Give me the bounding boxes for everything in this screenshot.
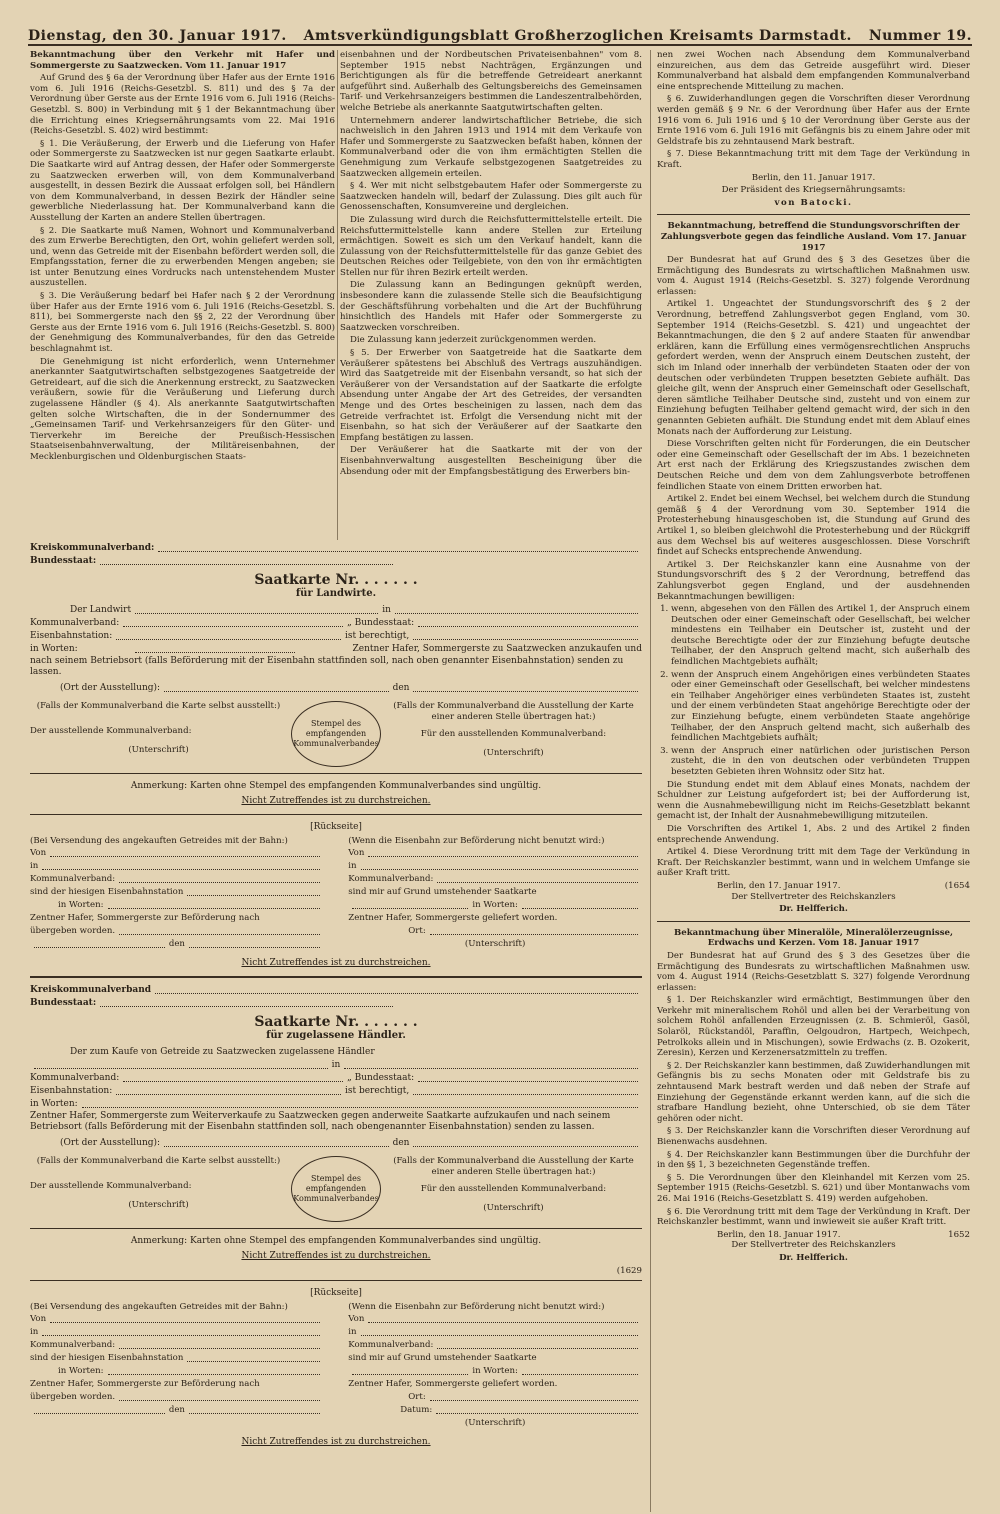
form-text: Zentner Hafer, Sommergerste zum Weiterverkaufe zu Saatzwecken gegen anderweite Saatkarte aufzukaufen und nach seinem Betriebsort (falls Beförderung mit der Eisenbahn stattfinden soll, nach obengenannter Eisenbahnstation) senden zu lassen. — [30, 1111, 611, 1132]
form-label: in — [30, 1327, 39, 1337]
form-label: in — [30, 861, 39, 871]
form-note: Anmerkung: Karten ohne Stempel des empfangenden Kommunalverbandes sind ungültig. — [130, 781, 542, 791]
fill-line — [437, 873, 638, 883]
form-label: in — [382, 605, 391, 615]
reference-number: (1654 — [944, 880, 970, 891]
fill-line — [189, 1404, 320, 1414]
form-label: den — [168, 1405, 185, 1415]
form-note: Nicht Zutreffendes ist zu durchstreichen. — [241, 1437, 431, 1447]
form-label: Von — [348, 848, 365, 858]
note: (Bei Versendung des angekauften Getreides mit der Bahn:) — [30, 836, 288, 846]
fill-line — [189, 938, 320, 948]
article-title: Bekanntmachung über den Verkehr mit Hafer und Sommergerste zu Saatzwecken. Vom 11. Januar 1917 — [30, 50, 335, 71]
form-row — [348, 1378, 642, 1391]
form-label: Von — [348, 1314, 365, 1324]
paragraph: § 7. Diese Bekanntmachung tritt mit dem Tage der Verkündung in Kraft. — [657, 149, 970, 170]
fill-line — [395, 604, 638, 614]
fill-line — [116, 630, 341, 640]
fill-line — [135, 643, 295, 653]
list-item: 3. wenn der Anspruch einer natürlichen oder juristischen Person zusteht, die in den von deutschen oder verbündeten Truppen besetzten Gebieten ihren Wohnsitz oder Sitz hat. — [671, 746, 970, 778]
form-label: Kommunalverband: — [30, 1073, 120, 1083]
note: (Wenn die Eisenbahn zur Beförderung nicht benutzt wird:) — [348, 836, 605, 846]
form-row — [30, 617, 642, 630]
signature-title: Der Stellvertreter des Reichskanzlers — [731, 891, 896, 902]
paragraph: § 5. Die Verordnungen über den Kleinhandel mit Kerzen vom 25. September 1915 (Reichs-Gesetzbl. S. 621) und über Montanwachs vom 26. Mai 1916 (Reichs-Gesetzblatt S. 419) werden aufgehoben. — [657, 1172, 970, 1204]
divider — [30, 1280, 642, 1281]
form-label: in Worten: — [30, 1099, 78, 1109]
back-heading: [Rückseite] — [310, 822, 362, 832]
form-label: „ Bundesstaat: — [347, 618, 415, 628]
form-label: Der Landwirt — [70, 605, 132, 615]
note: (Falls der Kommunalverband die Karte selbst ausstellt:) — [36, 701, 281, 711]
paragraph: Die Zulassung kann jederzeit zurückgenommen werden. — [350, 335, 597, 346]
paragraph: Der Bundesrat hat auf Grund des § 3 des Gesetzes über die Ermächtigung des Bundesrats zu wirtschaftlichen Maßnahmen usw. vom 4. August 1914 (Reichs-Gesetzblatt S. 327) folgende Verordnung erlassen: — [657, 950, 970, 993]
fill-line — [119, 1339, 320, 1349]
fill-line — [116, 1085, 341, 1095]
form-row — [348, 925, 642, 938]
fill-line — [413, 682, 638, 692]
fill-line — [119, 925, 320, 935]
form-label: in Worten: — [58, 1366, 104, 1376]
form-label: in Worten: — [472, 1366, 518, 1376]
column-divider — [337, 50, 338, 540]
label: Für den ausstellenden Kommunalverband: — [420, 729, 607, 739]
fill-line — [368, 1313, 638, 1323]
note: (Bei Versendung des angekauften Getreides mit der Bahn:) — [30, 1302, 288, 1312]
form-row — [30, 1352, 324, 1365]
signature-name: von Batocki. — [774, 197, 853, 208]
form-row — [30, 682, 642, 695]
form-label: Ort: — [408, 1392, 426, 1402]
form-label: Zentner Hafer, Sommergerste zur Beförderung nach — [30, 913, 260, 923]
fill-line — [352, 1365, 468, 1375]
form-row — [30, 1313, 324, 1326]
form-label: Zentner Hafer, Sommergerste geliefert worden. — [348, 1379, 558, 1389]
fill-line — [430, 1391, 638, 1401]
form-subtitle: für zugelassene Händler. — [266, 1030, 406, 1041]
fill-line — [119, 873, 320, 883]
form-label: ist berechtigt, — [345, 1086, 410, 1096]
dateline-row — [657, 881, 970, 892]
form-label: Zentner Hafer, Sommergerste geliefert worden. — [348, 913, 558, 923]
form-label: Kommunalverband: — [30, 618, 120, 628]
fill-line — [123, 1072, 343, 1082]
sign-label: (Unterschrift) — [464, 939, 526, 949]
form-row — [348, 860, 642, 873]
paragraph: Die Vorschriften des Artikel 1, Abs. 2 und des Artikel 2 finden entsprechende Anwendung. — [657, 823, 970, 845]
form-row — [348, 1352, 642, 1365]
form-label: Kommunalverband: — [30, 874, 116, 884]
paragraph: Artikel 1. Ungeachtet der Stundungsvorschrift des § 2 der Verordnung, betreffend Zahlungsverbot gegen England, vom 30. September 1914 (Reichs-Gesetzbl. S. 421) und ungeachtet der Bekanntmachungen, die den § 2 auf andere Staaten für anwendbar erklären, kann die Erfüllung eines vermögensrechtlichen Anspruchs gefordert werden, wenn der Anspruch einem Deutschen zusteht, der sich im Inland oder innerhalb der verbündeten Staaten oder der von deutschen oder verbündeten Truppen besetzten Gebiete aufhält. Das gleiche gilt, wenn der Anspruch einer Gemeinschaft oder Gesellschaft, deren sämtliche Teilhaber Deutsche sind, zusteht und von einem zur Einziehung befugten Teilhaber geltend gemacht wird, der sich in den genannten Gebieten aufhält. Die Stundung endet mit dem Ablauf eines Monats nach der Aufforderung zur Leistung. — [657, 299, 970, 437]
form-row — [348, 886, 642, 899]
right-signature — [385, 1156, 642, 1222]
column-3 — [650, 50, 970, 1512]
form-label: sind der hiesigen Eisenbahnstation — [30, 1353, 184, 1363]
divider — [30, 814, 642, 815]
form-row — [348, 873, 642, 886]
form-row — [30, 1059, 642, 1072]
signature-title: Der Präsident des Kriegsernährungsamts: — [721, 185, 906, 196]
fill-line — [50, 1313, 320, 1323]
form-row — [30, 1378, 324, 1391]
form-label: Kommunalverband: — [348, 874, 434, 884]
back-right — [348, 1302, 642, 1430]
left-signature — [30, 701, 287, 767]
note: (Falls der Kommunalverband die Karte selbst ausstellt:) — [36, 1156, 281, 1166]
fill-line — [42, 860, 319, 870]
form-row — [30, 1072, 642, 1085]
paragraph: Diese Vorschriften gelten nicht für Forderungen, die ein Deutscher oder eine Gemeinschaft oder Gesellschaft der im Abs. 1 bezeichneten Art erst nach der Erklärung des Kriegszustandes zwischen dem Deutschen Reiche und dem von dem Zahlungsverbote betroffenen feindlichen Staate von einem Dritten erworben hat. — [657, 439, 970, 492]
fill-line — [100, 555, 393, 565]
form-row — [30, 555, 397, 568]
form-title: Saatkarte Nr. . . . . . . — [254, 572, 418, 588]
sign-label: (Unterschrift) — [464, 1418, 526, 1428]
back-heading: [Rückseite] — [310, 1288, 362, 1298]
form-label: Ort: — [408, 926, 426, 936]
paragraph: § 2. Die Saatkarte muß Namen, Wohnort und Kommunalverband des zum Erwerbe Berechtigten, den Ort, wohin geliefert werden soll, und, wenn das Getreide mit der Eisenbahn befördert werden soll, die Empfangsstation, ferner die zu erwerbenden Mengen angeben; sie ist unter Benutzung eines Vordrucks nach untenstehendem Muster auszustellen. — [30, 225, 335, 289]
fill-line — [164, 682, 389, 692]
form-label: den — [168, 939, 185, 949]
fill-line — [82, 1098, 638, 1108]
saatkarte-landwirte — [30, 542, 642, 970]
form-row — [30, 1339, 324, 1352]
form-note: Anmerkung: Karten ohne Stempel des empfangenden Kommunalverbandes sind ungültig. — [130, 1236, 542, 1246]
form-row — [30, 1391, 324, 1404]
form-row — [30, 1085, 642, 1098]
form-row — [348, 1339, 642, 1352]
masthead-number: Nummer 19. — [868, 28, 972, 44]
form-row — [30, 1098, 642, 1111]
article-title: Bekanntmachung über Mineralöle, Mineralölerzeugnisse, Erdwachs und Kerzen. Vom 18. Januar 1917 — [673, 927, 953, 949]
paragraph: § 6. Die Verordnung tritt mit dem Tage der Verkündung in Kraft. Der Reichskanzler bestimmt, wann und inwieweit sie außer Kraft tritt. — [657, 1206, 970, 1228]
note: (Wenn die Eisenbahn zur Beförderung nicht benutzt wird:) — [348, 1302, 605, 1312]
stamp: Stempel des empfangenden Kommunalverbandes — [291, 1156, 381, 1222]
fill-line — [413, 1085, 638, 1095]
masthead-title: Amtsverkündigungsblatt Großherzoglichen Kreisamts Darmstadt. — [303, 28, 852, 44]
form-text: nach seinem Betriebsort (falls Beförderung mit der Eisenbahn stattfinden soll, nach oben genannter Eisenbahnstation) senden zu lassen. — [30, 656, 624, 677]
paragraph: Der Veräußerer hat die Saatkarte mit der von der Eisenbahnverwaltung ausgestellten Bescheinigung über die Absendung oder mit der Empfangsbestätigung des Erwerbers bin- — [340, 445, 642, 477]
form-row — [30, 847, 324, 860]
form-label: Eisenbahnstation: — [30, 631, 113, 641]
fill-line — [135, 604, 378, 614]
form-note: Nicht Zutreffendes ist zu durchstreichen. — [241, 796, 431, 806]
form-row — [348, 899, 642, 912]
form-label: (Ort der Ausstellung): — [60, 1138, 161, 1148]
fill-line — [361, 860, 638, 870]
paragraph: Die Zulassung wird durch die Reichsfuttermittelstelle erteilt. Die Reichsfuttermittelstelle kann andere Stellen zur Erteilung ermächtigen. Soweit es sich um den Verkauf handelt, kann die Zulassung von der Reichsfuttermittelstelle für das ganze Gebiet des Deutschen Reiches oder Teilgebiete, von den von ihr ermächtigten Stellen nur für ihren Bezirk erteilt werden. — [340, 214, 642, 278]
form-row — [348, 847, 642, 860]
paragraph: Auf Grund des § 6a der Verordnung über Hafer aus der Ernte 1916 vom 6. Juli 1916 (Reichs-Gesetzbl. S. 811) und des § 7a der Verordnung über Gerste aus der Ernte 1916 vom 6. Juli 1916 (Reichs-Gesetzbl. S. 800) in Verbindung mit § 1 der Bekanntmachung über die Errichtung eines Kriegsernährungsamts vom 22. Mai 1916 (Reichs-Gesetzbl. S. 402) wird bestimmt: — [30, 73, 335, 137]
form-label: Kommunalverband: — [30, 1340, 116, 1350]
masthead — [28, 18, 972, 46]
form-row — [30, 1326, 324, 1339]
masthead-date: Dienstag, den 30. Januar 1917. — [28, 28, 287, 44]
paragraph: § 5. Der Erwerber von Saatgetreide hat die Saatkarte dem Veräußerer spätestens bei Abschluß des Vertrags auszuhändigen. Wird das Saatgetreide mit der Eisenbahn versandt, so hat sich der Veräußerer von der Versandstation auf der Saatkarte die erfolgte Absendung unter Angabe der Art des Getreides, der versandten Menge und des Ortes bescheinigen zu lassen, nach dem das Getreide verfrachtet ist. Erfolgt die Versendung nicht mit der Eisenbahn, so hat sich der Veräußerer auf der Saatkarte den Empfang bestätigen zu lassen. — [340, 348, 642, 443]
divider — [30, 976, 642, 978]
form-label: „ Bundesstaat: — [347, 1073, 415, 1083]
paragraph: Unternehmern anderer landwirtschaftlicher Betriebe, die sich nachweislich in den Jahren 1913 und 1914 mit dem Verkaufe von Hafer und Sommergerste zu Saatzwecken befaßt haben, können der Kommunalverband oder die von ihm ermächtigten Stellen die Genehmigung zum Verkaufe selbstgezogenen Saatgetreides zu Saatzwecken allgemein erteilen. — [340, 115, 642, 179]
form-label: sind mir auf Grund umstehender Saatkarte — [348, 1353, 537, 1363]
sign-label: (Unterschrift) — [128, 745, 189, 755]
fill-line — [164, 1137, 389, 1147]
label: Der ausstellende Kommunalverband: — [30, 1181, 192, 1191]
form-row — [348, 1313, 642, 1326]
section-divider — [657, 921, 970, 922]
fill-line — [42, 1326, 319, 1336]
form-label: in — [348, 1327, 357, 1337]
form-row — [30, 542, 642, 555]
form-row — [30, 873, 324, 886]
form-row — [30, 630, 642, 643]
back-side — [30, 1302, 642, 1430]
form-label: übergeben worden. — [30, 1392, 116, 1402]
sign-label: (Unterschrift) — [483, 1203, 544, 1213]
form-row — [30, 860, 324, 873]
paragraph: § 2. Der Reichskanzler kann bestimmen, daß Zuwiderhandlungen mit Gefängnis bis zu sechs Monaten oder mit Geldstrafe bis zu zehntausend Mark bestraft werden und daß neben der Strafe auf Einziehung der Gegenstände erkannt werden kann, auf die sich die strafbare Handlung bezieht, ohne Unterschied, ob sie dem Täter gehören oder nicht. — [657, 1060, 970, 1124]
signature-name: Dr. Helfferich. — [779, 904, 848, 915]
fill-line — [418, 1072, 638, 1082]
fill-line — [430, 925, 638, 935]
signature-name: Dr. Helfferich. — [779, 1252, 848, 1263]
section-divider — [657, 214, 970, 215]
form-row — [348, 1404, 642, 1417]
list-item: 2. wenn der Anspruch einem Angehörigen eines verbündeten Staates oder einer Gemeinschaft oder Gesellschaft, bei welcher mindestens ein Teilhaber Angehöriger eines verbündeten Staates ist, zusteht und der einem verbündeten Staat angehörige Berechtigte oder der zur Einziehung befugte, einem verbündeten Staate angehörige Teilhaber, der den Anspruch geltend macht, sich außerhalb des feindlichen Machtgebiets aufhält; — [671, 670, 970, 744]
form-note: Nicht Zutreffendes ist zu durchstreichen. — [241, 958, 431, 968]
form-row — [30, 899, 324, 912]
fill-line — [34, 1059, 328, 1069]
divider — [30, 773, 642, 774]
form-label: in — [331, 1060, 341, 1070]
column-2 — [340, 50, 642, 540]
label: Für den ausstellenden Kommunalverband: — [420, 1184, 607, 1194]
fill-line — [361, 1326, 638, 1336]
form-label: ist berechtigt, — [345, 631, 410, 641]
form-label: in Worten: — [472, 900, 518, 910]
paragraph: Artikel 2. Endet bei einem Wechsel, bei welchem durch die Stundung gemäß § 4 der Verordnung vom 30. September 1914 die Protesterhebung hinausgeschoben ist, die Stundung auf Grund des Artikel 1, so bleiben gleichwohl die Protesterhebung und der Rückgriff aus dem Wechsel bis auf weiteres ausgeschlossen. Diese Vorschrift findet auf Schecks entsprechende Anwendung. — [657, 494, 970, 558]
form-subtitle: für Landwirte. — [295, 588, 377, 599]
fill-line — [187, 886, 319, 896]
fill-line — [100, 997, 393, 1007]
label: Der ausstellende Kommunalverband: — [30, 726, 192, 736]
back-left — [30, 1302, 324, 1430]
fill-line — [158, 542, 638, 552]
paragraph: § 4. Wer mit nicht selbstgebautem Hafer oder Sommergerste zu Saatzwecken handeln will, bedarf der Zulassung. Dies gilt auch für Genossenschaften, Konsumvereine und dergleichen. — [340, 181, 642, 213]
form-label: den — [392, 1138, 410, 1148]
dateline: Berlin, den 18. Januar 1917. — [717, 1229, 841, 1240]
fill-line — [436, 1404, 638, 1414]
form-row — [30, 997, 397, 1010]
form-label: sind mir auf Grund umstehender Saatkarte — [348, 887, 537, 897]
sign-label: (Unterschrift) — [128, 1200, 189, 1210]
article-title: Bekanntmachung, betreffend die Stundungsvorschriften der Zahlungsverbote gegen das feindliche Ausland. Vom 17. Januar 1917 — [660, 221, 967, 253]
list-item: 1. wenn, abgesehen von den Fällen des Artikel 1, der Anspruch einem Deutschen oder einer Gemeinschaft oder Gesellschaft, bei welcher mindestens ein Teilhaber ein Deutscher ist, zusteht und der deutsche Berechtigte oder der zur Einziehung befugte deutsche Teilhaber, der den Anspruch geltend macht, sich außerhalb des feindlichen Machtgebiets aufhält; — [671, 604, 970, 668]
fill-line — [418, 617, 638, 627]
form-note: Nicht Zutreffendes ist zu durchstreichen. — [241, 1251, 431, 1261]
form-label: Bundesstaat: — [30, 998, 97, 1008]
form-label: Zentner Hafer, Sommergerste zur Beförderung nach — [30, 1379, 260, 1389]
fill-line — [437, 1339, 638, 1349]
dateline: Berlin, den 17. Januar 1917. — [717, 880, 841, 891]
form-row — [30, 886, 324, 899]
back-right — [348, 836, 642, 951]
form-label: Kreiskommunalverband — [30, 985, 152, 995]
paragraph: Artikel 3. Der Reichskanzler kann eine Ausnahme von der Stundungsvorschrift des § 2 der Verordnung, betreffend das Zahlungsverbot gegen England, und der ausdehnenden Bekanntmachungen bewilligen: — [657, 559, 970, 602]
paragraph: § 1. Die Veräußerung, der Erwerb und die Lieferung von Hafer oder Sommergerste zu Saatzwecken ist nur gegen Saatkarte erlaubt. Die Saatkarte wird auf Antrag dessen, der Hafer oder Sommergerste zu Saatzwecken erwerben will, von dem Kommunalverband ausgestellt, in dessen Bezirk die Aussaat erfolgen soll, bei Händlern von dem Kommunalverband, in dessen Bezirk der Händler seine gewerbliche Niederlassung hat. Der Kommunalverband kann die Ausstellung der Karten an andere Stellen übertragen. — [30, 138, 335, 223]
form-label: sind der hiesigen Eisenbahnstation — [30, 887, 184, 897]
fill-line — [368, 847, 638, 857]
fill-line — [34, 938, 165, 948]
saatkarte-haendler — [30, 984, 642, 1449]
left-signature — [30, 1156, 287, 1222]
fill-line — [352, 899, 468, 909]
fill-line — [187, 1352, 319, 1362]
fill-line — [413, 1137, 638, 1147]
form-row — [348, 1326, 642, 1339]
paragraph: Die Genehmigung ist nicht erforderlich, wenn Unternehmer anerkannter Saatgutwirtschaften selbstgezogenes Saatgetreide der Getreideart, auf die sich die Anerkennung erstreckt, zu Saatzwecken veräußern, sowie für die Veräußerung und Lieferung durch zugelassene Händler (§ 4). Als anerkannte Saatgutwirtschaften gelten solche Wirtschaften, die in der Sondernummer des „Gemeinsamen Tarif- und Verkehrsanzeigers für den Güter- und Tierverkehr im Bereiche der Preußisch-Hessischen Staatseisenbahnverwaltung, der Militäreisenbahnen, der Mecklenburgischen und Oldenburgischen Staats- — [30, 356, 335, 462]
form-label: Kommunalverband: — [348, 1340, 434, 1350]
form-row — [348, 1391, 642, 1404]
form-row — [348, 912, 642, 925]
divider — [30, 1228, 642, 1229]
note: (Falls der Kommunalverband die Ausstellung der Karte einer anderen Stelle übertragen hat:) — [393, 1156, 634, 1177]
dateline: Berlin, den 11. Januar 1917. — [751, 172, 876, 183]
form-label: Von — [30, 848, 47, 858]
form-label: in — [348, 861, 357, 871]
fill-line — [344, 1059, 638, 1069]
form-label: Eisenbahnstation: — [30, 1086, 113, 1096]
stamp: Stempel des empfangenden Kommunalverbandes — [291, 701, 381, 767]
fill-line — [34, 1404, 165, 1414]
paragraph: § 3. Der Reichskanzler kann die Vorschriften dieser Verordnung auf Bienenwachs ausdehnen. — [657, 1126, 970, 1147]
fill-line — [522, 1365, 638, 1375]
form-row — [30, 912, 324, 925]
right-signature — [385, 701, 642, 767]
form-row — [30, 938, 324, 951]
signature-title: Der Stellvertreter des Reichskanzlers — [731, 1240, 896, 1251]
form-label: Zentner Hafer, Sommergerste zu Saatzwecken anzukaufen und — [352, 644, 642, 654]
form-label: Datum: — [400, 1405, 433, 1415]
form-label: Von — [30, 1314, 47, 1324]
form-title: Saatkarte Nr. . . . . . . — [254, 1014, 418, 1030]
dateline-row — [657, 1230, 970, 1241]
fill-line — [413, 630, 638, 640]
form-label: Bundesstaat: — [30, 556, 97, 566]
form-label: in Worten: — [58, 900, 104, 910]
form-label: übergeben worden. — [30, 926, 116, 936]
form-row — [30, 1365, 324, 1378]
form-row — [30, 925, 324, 938]
fill-line — [119, 1391, 320, 1401]
fill-line — [155, 984, 638, 994]
form-row — [30, 604, 642, 617]
signature-block — [30, 1156, 642, 1222]
paragraph: § 4. Der Reichskanzler kann Bestimmungen über die Durchfuhr der in den §§ 1, 3 bezeichneten Gegenstände treffen. — [657, 1149, 970, 1171]
paragraph: nen zwei Wochen nach Absendung dem Kommunalverband einzureichen, aus dem das Getreide ausgeführt wird. Dieser Kommunalverband hat alsbald dem empfangenden Kommunalverband eine entsprechende Mitteilung zu machen. — [657, 50, 970, 92]
signature-block — [30, 701, 642, 767]
reference-number: 1652 — [948, 1229, 970, 1240]
paragraph: Der Bundesrat hat auf Grund des § 3 des Gesetzes über die Ermächtigung des Bundesrats zu wirtschaftlichen Maßnahmen usw. vom 4. August 1914 (Reichs-Gesetzbl. S. 327) folgende Verordnung erlassen: — [657, 255, 970, 297]
note: (Falls der Kommunalverband die Ausstellung der Karte einer anderen Stelle übertragen hat:) — [393, 701, 634, 722]
form-label: den — [392, 683, 410, 693]
fill-line — [123, 617, 343, 627]
reference-number: (1629 — [616, 1266, 642, 1276]
back-left — [30, 836, 324, 951]
paragraph: § 3. Die Veräußerung bedarf bei Hafer nach § 2 der Verordnung über Hafer aus der Ernte 1916 vom 6. Juli 1916 (Reichs-Gesetzbl. S. 811), bei Sommergerste nach den §§ 2, 22 der Verordnung über Gerste aus der Ernte 1916 vom 6. Juli 1916 (Reichs-Gesetzbl. S. 800) der Genehmigung des Kommunalverbandes, für den das Getreide beschlagnahmt ist. — [30, 291, 335, 355]
column-1 — [30, 50, 335, 540]
paragraph: eisenbahnen und der Nordbeutschen Privateisenbahnen" vom 8. September 1915 nebst Nachträgen, Ergänzungen und Berichtigungen als für die betreffende Getreideart anerkannt aufgeführt sind. Außerhalb des Geltungsbereichs des Gemeinsamen Tarif- und Verkehrsanzeigers bestimmen die Landeszentralbehörden, welche Betriebe als anerkannte Saatgutwirtschaften gelten. — [340, 50, 642, 113]
paragraph: Die Stundung endet mit dem Ablauf eines Monats, nachdem der Schuldner zur Leistung aufgefordert ist; bei der Aufforderung ist, wenn die Ausnahmebewilligung nicht im Reichs-Gesetzblatt bekannt gemacht ist, der Inhalt der Ausnahmebewilligung mitzuteilen. — [657, 779, 970, 822]
paragraph: Die Zulassung kann an Bedingungen geknüpft werden, insbesondere kann die zulassende Stelle sich die Beaufsichtigung der Geschäftsführung vorbehalten und die Art der Buchführung hinsichtlich des Handels mit Hafer oder Sommergerste zu Saatzwecken vorschreiben. — [340, 280, 642, 333]
fill-line — [108, 1365, 320, 1375]
form-row — [30, 1046, 642, 1059]
form-label: Der zum Kaufe von Getreide zu Saatzwecken zugelassene Händler — [70, 1047, 375, 1057]
forms-area — [30, 542, 642, 1451]
fill-line — [50, 847, 320, 857]
fill-line — [108, 899, 320, 909]
form-row — [30, 1137, 642, 1150]
exception-list — [657, 604, 970, 778]
fill-line — [522, 899, 638, 909]
form-label: (Ort der Ausstellung): — [60, 683, 161, 693]
form-label: in Worten: — [30, 644, 78, 654]
form-label: Kreiskommunalverband: — [30, 543, 155, 553]
form-row — [30, 643, 642, 656]
paragraph: § 6. Zuwiderhandlungen gegen die Vorschriften dieser Verordnung werden gemäß § 9 Nr. 6 der Verordnung über Hafer aus der Ernte 1916 vom 6. Juli 1916 und § 10 der Verordnung über Gerste aus der Ernte 1916 vom 6. Juli 1916 mit Gefängnis bis zu einem Jahre oder mit Geldstrafe bis zu zehntausend Mark bestraft. — [657, 94, 970, 147]
paragraph: Artikel 4. Diese Verordnung tritt mit dem Tage der Verkündung in Kraft. Der Reichskanzler bestimmt, wann und in welchem Umfange sie außer Kraft tritt. — [657, 847, 970, 879]
form-row — [348, 1365, 642, 1378]
paragraph: § 1. Der Reichskanzler wird ermächtigt, Bestimmungen über den Verkehr mit mineralischem Rohöl und allen bei der Verarbeitung von solchem Rohöl anfallenden Erzeugnissen (z. B. Schmieröl, Gasöl, Solaröl, Rückstandöl, Paraffin, Oelgoudron, Hartpech, Weichpech, Petrolkoks allein und in Mischungen), sowie Erdwachs (z. B. Ozokerit, Zeresin), Kerzen und Kerzenersatzmitteln zu treffen. — [657, 995, 970, 1059]
sign-label: (Unterschrift) — [483, 748, 544, 758]
form-row — [30, 1404, 324, 1417]
back-side — [30, 836, 642, 951]
form-row — [30, 984, 642, 997]
